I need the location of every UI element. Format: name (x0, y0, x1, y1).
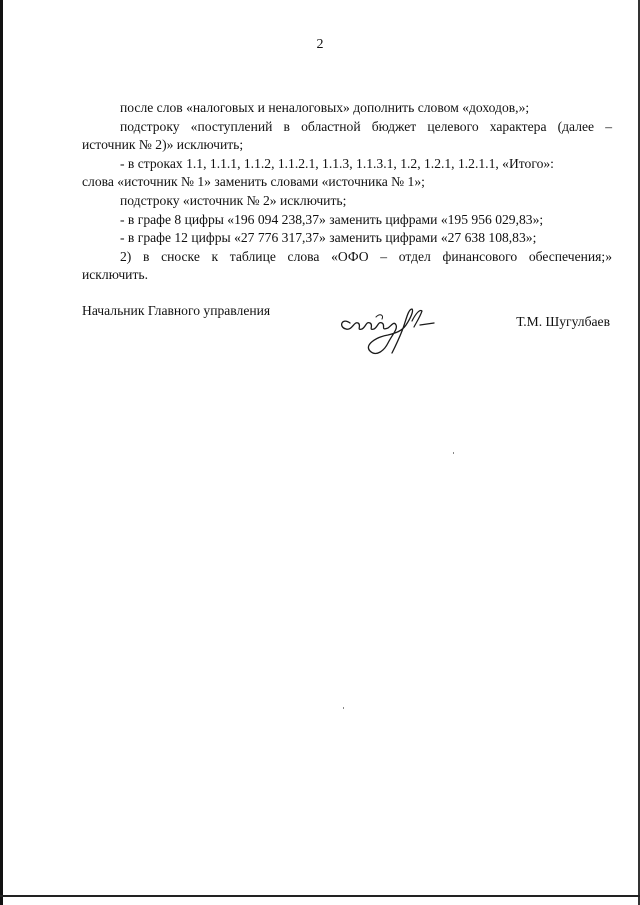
text-line: исключить. (82, 267, 148, 283)
scan-speck (453, 452, 454, 454)
text-line: 2) в сноске к таблице слова «ОФО – отдел финансового обеспечения;» (120, 248, 612, 264)
text-line: после слов «налоговых и неналоговых» дополнить словом «доходов,»; (120, 100, 530, 115)
signatory-name: Т.М. Шугулбаев (516, 314, 610, 329)
signatory-position: Начальник Главного управления (82, 303, 271, 318)
text-line: подстроку «поступлений в областной бюджет целевого характера (далее – (120, 118, 612, 134)
text-line: подстроку «источник № 2» исключить; (120, 192, 347, 208)
text-line: - в строках 1.1, 1.1.1, 1.1.2, 1.1.2.1, 1.1.3, 1.1.3.1, 1.2, 1.2.1, 1.2.1.1, «Итого»: (120, 155, 554, 171)
signature-block (82, 301, 610, 371)
text-line: источник № 2)» исключить; (82, 137, 244, 153)
page-number: 2 (316, 37, 324, 52)
text-line: - в графе 12 цифры «27 776 317,37» заменить цифрами «27 638 108,83»; (120, 230, 537, 246)
scan-edge-bottom (0, 895, 640, 897)
handwritten-signature (336, 301, 446, 367)
text-line: - в графе 8 цифры «196 094 238,37» заменить цифрами «195 956 029,83»; (120, 211, 544, 227)
scan-speck (343, 707, 344, 709)
scan-edge-left (0, 0, 3, 905)
amendment-text (82, 99, 612, 285)
text-line: слова «источник № 1» заменить словами «источника № 1»; (82, 174, 425, 190)
